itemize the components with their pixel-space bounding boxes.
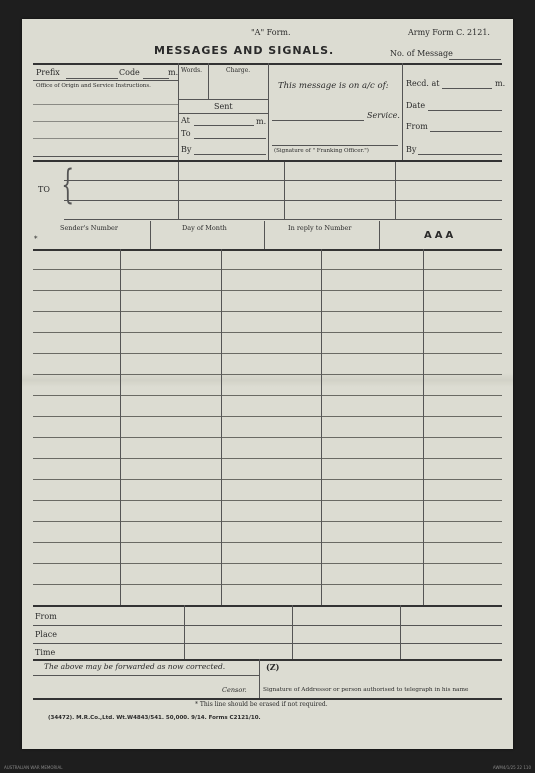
form-title: MESSAGES AND SIGNALS.: [154, 44, 335, 57]
to-brace: {: [61, 162, 75, 208]
day-of-month-label: Day of Month: [182, 224, 227, 232]
erase-note: * This line should be erased if not required.: [195, 701, 328, 708]
no-of-message-label: No. of Message: [390, 49, 453, 58]
signature-note: Signature of Addressor or person authorised to telegraph in his name: [263, 687, 469, 693]
sent-by-label: By: [181, 145, 192, 154]
z-mark: (Z): [266, 662, 280, 672]
code-label: Code: [119, 68, 140, 77]
sent-to-label: To: [181, 129, 191, 138]
bottom-from-label: From: [35, 612, 57, 621]
place-label: Place: [35, 630, 57, 639]
recd-at-label: Recd. at: [406, 79, 440, 88]
no-of-message-line: [449, 59, 501, 60]
form-type-label: "A" Form.: [251, 28, 291, 37]
censor-label: Censor.: [222, 686, 247, 694]
sent-label: Sent: [214, 102, 233, 111]
sent-at-label: At: [181, 116, 190, 125]
recd-by-label: By: [406, 145, 417, 154]
aaa-label: AAA: [424, 230, 457, 241]
account-of-label: This message is on a/c of:: [278, 81, 389, 91]
to-label: TO: [38, 185, 50, 194]
time-label: Time: [35, 648, 56, 657]
in-reply-to-label: In reply to Number: [288, 224, 352, 232]
watermark-right: AWM4/1/25 22 110: [492, 765, 531, 770]
army-form-number: Army Form C. 2121.: [408, 28, 490, 37]
recd-from-label: From: [406, 122, 428, 131]
watermark-left: AUSTRALIAN WAR MEMORIAL: [4, 765, 63, 770]
prefix-label: Prefix: [36, 68, 60, 77]
words-label: Words.: [181, 67, 203, 74]
recd-date-label: Date: [406, 101, 426, 110]
franking-officer-label: (Signature of " Franking Officer."): [274, 148, 369, 154]
forward-note: The above may be forwarded as now corrected.: [44, 662, 226, 671]
service-label: Service.: [367, 111, 400, 120]
senders-number-label: Sender's Number: [60, 224, 118, 232]
message-grid: [33, 249, 502, 605]
charge-label: Charge.: [226, 67, 251, 74]
printer-line: (34472). M.R.Co.,Ltd. Wt.W4843/541. 50,000. 9/14. Forms C2121/10.: [48, 715, 261, 721]
message-form: "A" Form. Army Form C. 2121. MESSAGES AND SIGNALS. No. of Message Prefix Code m. Office of Origin and Service Instructions. Words. Charge. Sent At m. To By This message is on a/c of: Service. (Signature of " Franking Officer.") Recd. at m. Date From By TO { Sender's Number Day of Month In reply to Number AAA * From Place Time The above may be forwarded as now corrected. (Z) Censor. Signature of Addressor or person authorised to telegraph in his name * This line should be erased if not required. (34472). M.R.Co.,Ltd. Wt.W4843/541. 50,000. 9/14. Forms C2121/10.: [22, 19, 513, 749]
office-of-origin-label: Office of Origin and Service Instructions.: [36, 83, 151, 89]
